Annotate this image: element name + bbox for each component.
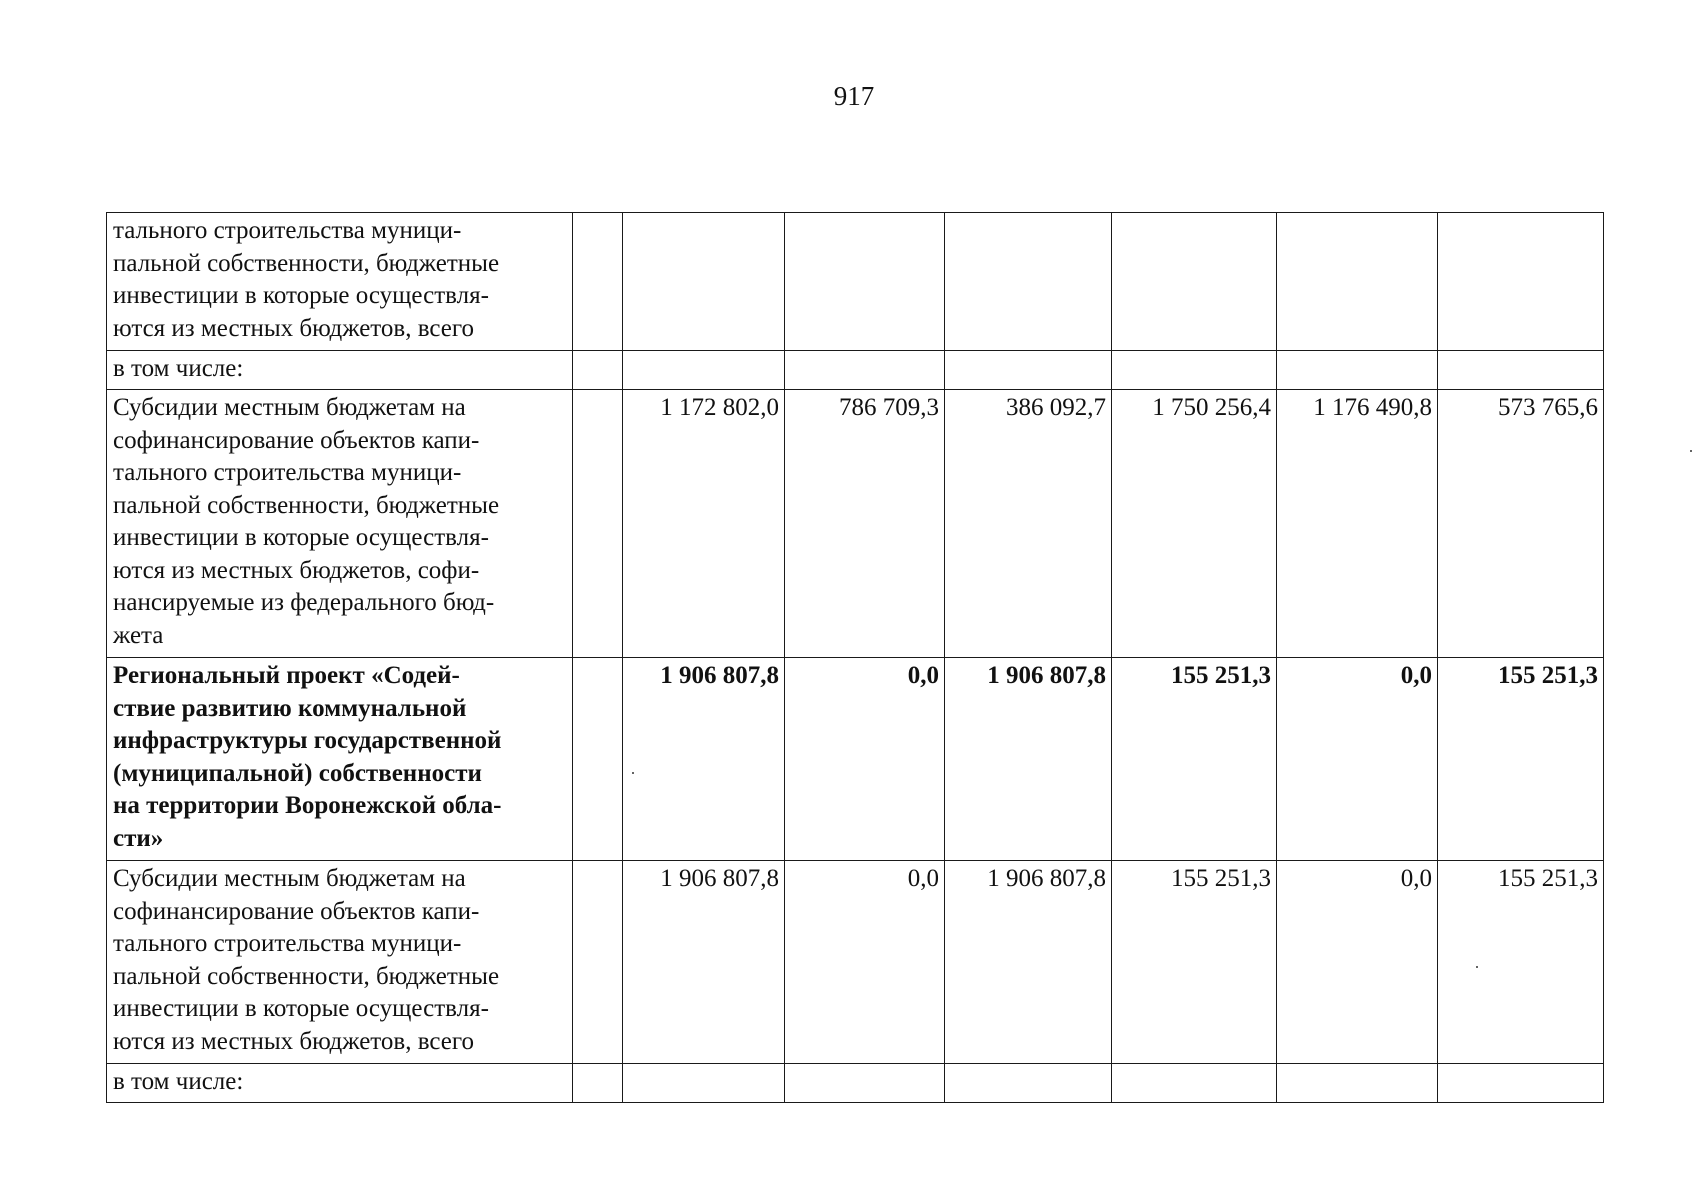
- value-cell: [1438, 351, 1604, 390]
- value-cell: 155 251,3: [1112, 658, 1277, 861]
- table-row: [107, 390, 1604, 658]
- value-cell: [1112, 213, 1277, 351]
- value-cell: 1 906 807,8: [623, 861, 785, 1064]
- value-cell: 0,0: [785, 658, 945, 861]
- value-cell: [1277, 213, 1438, 351]
- value-cell: 0,0: [1277, 861, 1438, 1064]
- value-cell: 1 906 807,8: [623, 658, 785, 861]
- value-cell: [785, 351, 945, 390]
- value-cell: [1112, 1064, 1277, 1103]
- value-cell: 155 251,3: [1112, 861, 1277, 1064]
- value-cell: [945, 213, 1112, 351]
- value-cell: [1438, 1064, 1604, 1103]
- value-cell: 0,0: [1277, 658, 1438, 861]
- value-cell: 1 172 802,0: [623, 390, 785, 658]
- row-label: Субсидии местным бюджетам на софинансирование объектов капи- тального строительства муници- пальной собственности, бюджетные инвестиции в которые осуществля- ются из местных бюджетов, софи- нансируемые из федерального бюд- жета: [107, 390, 573, 658]
- code-cell: [573, 390, 623, 658]
- table-row-section-header: [107, 658, 1604, 861]
- value-cell: 0,0: [785, 861, 945, 1064]
- value-cell: 155 251,3: [1438, 861, 1604, 1064]
- page-number: 917: [833, 81, 875, 111]
- value-cell: [623, 1064, 785, 1103]
- value-cell: 786 709,3: [785, 390, 945, 658]
- value-cell: [945, 351, 1112, 390]
- scan-speck: [632, 772, 634, 774]
- value-cell: [785, 213, 945, 351]
- row-label: Субсидии местным бюджетам на софинансирование объектов капи- тального строительства муници- пальной собственности, бюджетные инвестиции в которые осуществля- ются из местных бюджетов, всего: [107, 861, 573, 1064]
- value-cell: [945, 1064, 1112, 1103]
- row-label: тального строительства муници- пальной собственности, бюджетные инвестиции в которые осуществля- ются из местных бюджетов, всего: [107, 213, 573, 351]
- value-cell: 573 765,6: [1438, 390, 1604, 658]
- value-cell: 155 251,3: [1438, 658, 1604, 861]
- row-label: в том числе:: [107, 351, 573, 390]
- value-cell: [1277, 351, 1438, 390]
- budget-table: [106, 212, 1604, 1103]
- code-cell: [573, 658, 623, 861]
- value-cell: [1438, 213, 1604, 351]
- table-row: [107, 861, 1604, 1064]
- value-cell: 1 906 807,8: [945, 861, 1112, 1064]
- scan-speck: [1476, 966, 1478, 968]
- value-cell: [1112, 351, 1277, 390]
- table-row: [107, 1064, 1604, 1103]
- table-row: [107, 351, 1604, 390]
- value-cell: 1 750 256,4: [1112, 390, 1277, 658]
- value-cell: [623, 351, 785, 390]
- scan-speck: [1690, 450, 1692, 452]
- value-cell: 1 906 807,8: [945, 658, 1112, 861]
- value-cell: 386 092,7: [945, 390, 1112, 658]
- row-label: в том числе:: [107, 1064, 573, 1103]
- value-cell: [623, 213, 785, 351]
- value-cell: [1277, 1064, 1438, 1103]
- code-cell: [573, 213, 623, 351]
- row-label: Региональный проект «Содей- ствие развитию коммунальной инфраструктуры государственной (муниципальной) собственности на территории Воронежской обла- сти»: [107, 658, 573, 861]
- value-cell: [785, 1064, 945, 1103]
- value-cell: 1 176 490,8: [1277, 390, 1438, 658]
- table-row: [107, 213, 1604, 351]
- code-cell: [573, 351, 623, 390]
- code-cell: [573, 1064, 623, 1103]
- code-cell: [573, 861, 623, 1064]
